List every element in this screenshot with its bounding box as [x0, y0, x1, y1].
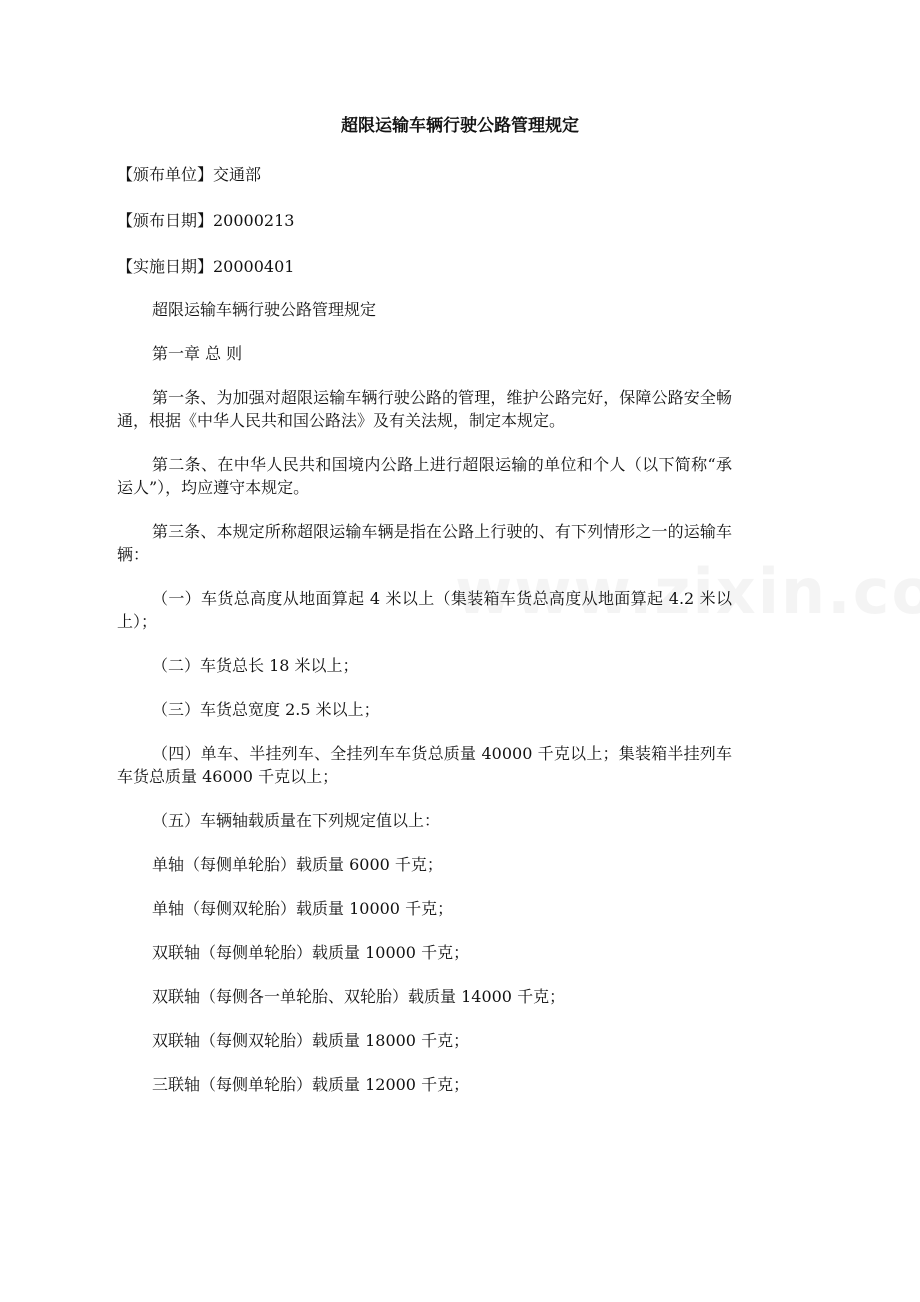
clause-4: （四）单车、半挂列车、全挂列车车货总质量 40000 千克以上；集装箱半挂列车车货总质量 46000 千克以上；	[117, 744, 732, 786]
article-3: 第三条、本规定所称超限运输车辆是指在公路上行驶的、有下列情形之一的运输车辆：	[117, 522, 732, 564]
meta-issue-date: 【颁布日期】20000213	[117, 211, 295, 230]
meta-issuer: 【颁布单位】交通部	[117, 165, 262, 184]
clause-1: （一）车货总高度从地面算起 4 米以上（集装箱车货总高度从地面算起 4.2 米以上）；	[117, 589, 732, 631]
document-body	[117, 298, 732, 1117]
axle-load-2: 单轴（每侧双轮胎）载质量 10000 千克；	[152, 899, 454, 918]
chapter-heading: 第一章 总 则	[152, 344, 243, 363]
axle-load-3: 双联轴（每侧单轮胎）载质量 10000 千克；	[152, 943, 470, 962]
axle-load-6: 三联轴（每侧单轮胎）载质量 12000 千克；	[152, 1075, 470, 1094]
document-title: 超限运输车辆行驶公路管理规定	[341, 116, 579, 136]
axle-load-4: 双联轴（每侧各一单轮胎、双轮胎）载质量 14000 千克；	[152, 987, 566, 1006]
clause-5: （五）车辆轴载质量在下列规定值以上：	[152, 811, 441, 830]
article-2: 第二条、在中华人民共和国境内公路上进行超限运输的单位和个人（以下简称“承运人”），均应遵守本规定。	[117, 455, 732, 497]
clause-3: （三）车货总宽度 2.5 米以上；	[152, 700, 380, 719]
meta-effective-date: 【实施日期】20000401	[117, 257, 295, 276]
axle-load-5: 双联轴（每侧双轮胎）载质量 18000 千克；	[152, 1031, 470, 1050]
paragraph-heading: 超限运输车辆行驶公路管理规定	[152, 300, 377, 319]
clause-2: （二）车货总长 18 米以上；	[152, 656, 359, 675]
article-1: 第一条、为加强对超限运输车辆行驶公路的管理，维护公路完好，保障公路安全畅通，根据《中华人民共和国公路法》及有关法规，制定本规定。	[117, 388, 732, 430]
axle-load-1: 单轴（每侧单轮胎）载质量 6000 千克；	[152, 855, 443, 874]
